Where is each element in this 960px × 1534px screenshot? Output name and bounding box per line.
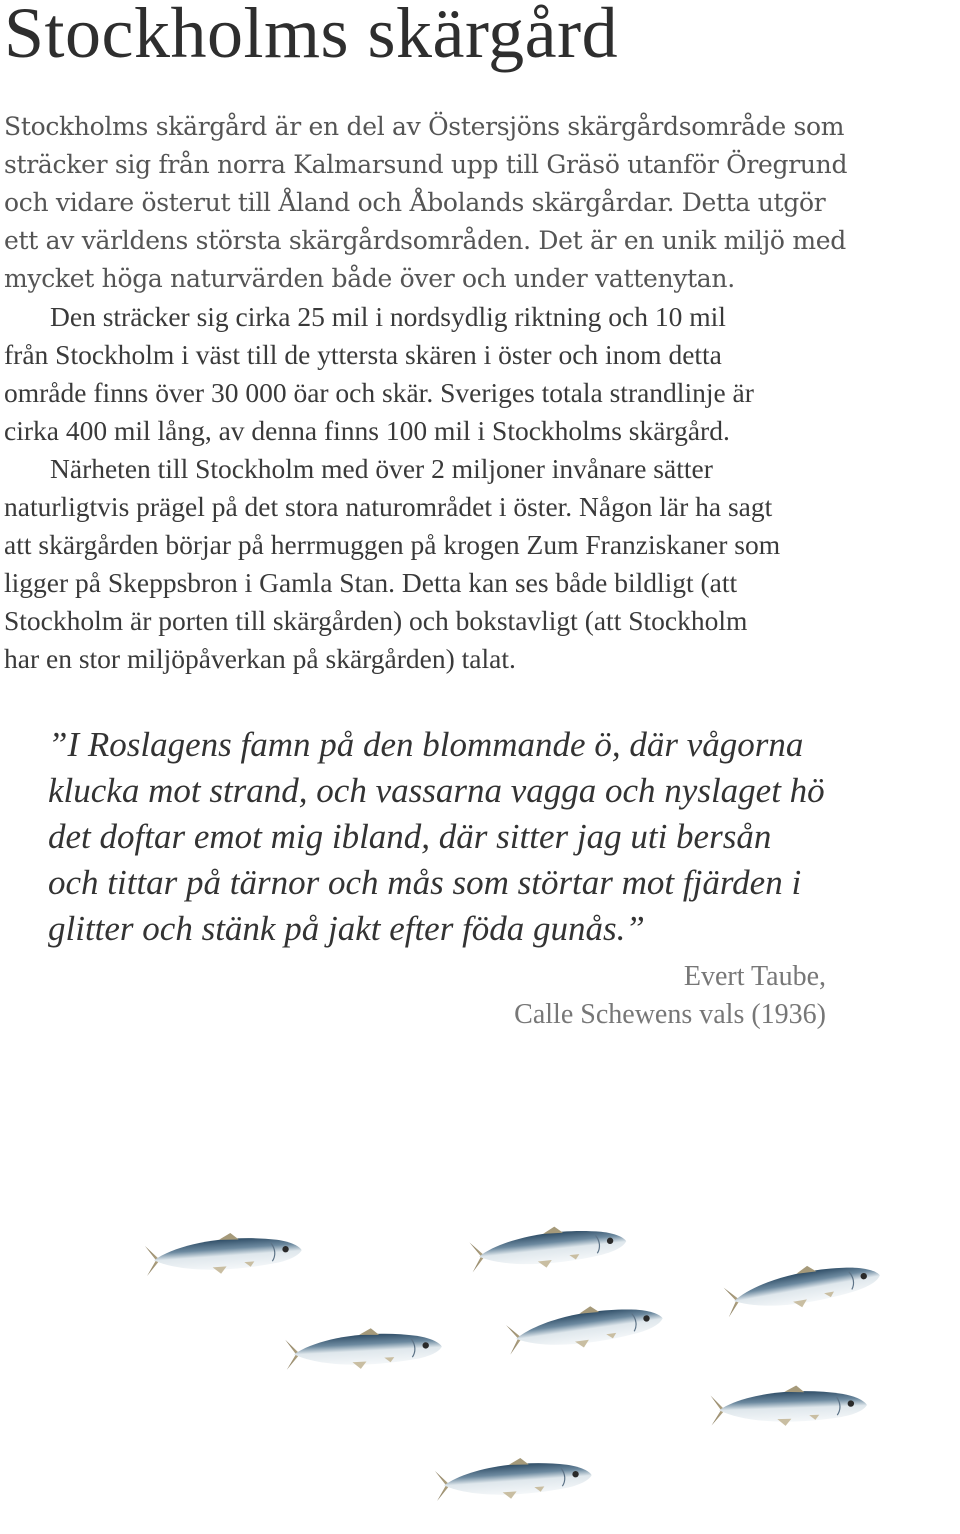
fish-icon: [722, 1254, 883, 1320]
quote-line: klucka mot strand, och vassarna vagga och nyslaget hö: [48, 771, 825, 810]
quote-line: glitter och stänk på jakt efter föda gunås.”: [48, 909, 645, 948]
quote-line: det doftar emot mig ibland, där sitter jag uti bersån: [48, 817, 772, 856]
body-line: ligger på Skeppsbron i Gamla Stan. Detta kan ses både bildligt (att: [4, 567, 738, 598]
intro-line: Stockholms skärgård är en del av Östersjöns skärgårdsområde som: [4, 112, 845, 141]
body-line: område finns över 30 000 öar och skär. Sveriges totala strandlinje är: [4, 377, 754, 408]
intro-line: mycket höga naturvärden både över och under vattenytan.: [4, 264, 735, 293]
poem-quote: [48, 722, 908, 952]
attribution-author: Evert Taube,: [683, 961, 826, 992]
fish-icon: [285, 1325, 443, 1373]
body-line: Den sträcker sig cirka 25 mil i nordsydlig riktning och 10 mil: [50, 301, 726, 332]
body-line: från Stockholm i väst till de yttersta skären i öster och inom detta: [4, 339, 722, 370]
body-line: Närheten till Stockholm med över 2 miljoner invånare sätter: [50, 453, 713, 484]
fish-illustration: [0, 1200, 960, 1534]
body-line: har en stor miljöpåverkan på skärgården) talat.: [4, 643, 516, 674]
fish-icon: [434, 1453, 592, 1504]
fish-icon: [710, 1383, 867, 1428]
body-line: Stockholm är porten till skärgården) och bokstavligt (att Stockholm: [4, 605, 748, 636]
intro-line: och vidare österut till Åland och Åbolands skärgårdar. Detta utgör: [4, 188, 826, 217]
intro-line: ett av världens största skärgårdsområden. Det är en unik miljö med: [4, 226, 846, 255]
body-line: att skärgården börjar på herrmuggen på krogen Zum Franziskaner som: [4, 529, 781, 560]
fish-icon: [505, 1296, 665, 1357]
quote-line: ”I Roslagens famn på den blommande ö, där vågorna: [48, 725, 804, 764]
page-title: Stockholms skärgård: [4, 0, 619, 73]
intro-line: sträcker sig från norra Kalmarsund upp till Gräsö utanför Öregrund: [4, 150, 848, 179]
body-paragraphs: [4, 298, 924, 678]
quote-attribution: [514, 958, 826, 1034]
body-line: cirka 400 mil lång, av denna finns 100 mil i Stockholms skärgård.: [4, 415, 730, 446]
quote-line: och tittar på tärnor och mås som störtar mot fjärden i: [48, 863, 802, 902]
attribution-work: Calle Schewens vals (1936): [514, 999, 826, 1030]
fish-icon: [469, 1219, 628, 1275]
intro-paragraph: [4, 108, 904, 298]
body-line: naturligtvis prägel på det stora naturområdet i öster. Någon lär ha sagt: [4, 491, 773, 522]
fish-icon: [144, 1228, 302, 1279]
